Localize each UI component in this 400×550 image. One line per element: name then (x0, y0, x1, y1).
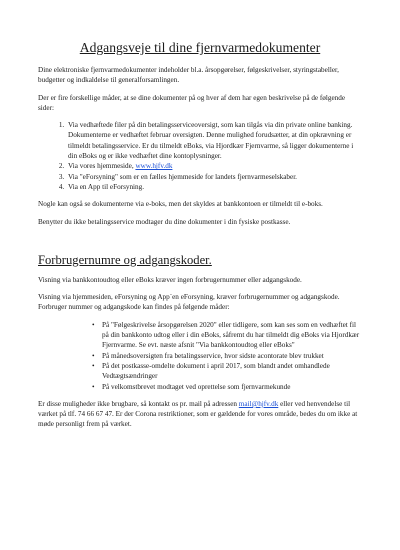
list-item: 3. Via "eForsyning" som er en fælles hjemmeside for landets fjernvarmeselskaber. (66, 172, 362, 182)
section-paragraph-2: Visning via hjemmesiden, eForsyning og App´en eForsyning, kræver forbrugernummer og adgangskode. Forbruger nummer og adgangskode kan findes på følgende måder: (38, 293, 340, 312)
bullet-icon: • (92, 361, 95, 370)
eboks-note: Nogle kan også se dokumenterne via e-boks, men det skyldes at bankkontoen er tilmeldt til e-boks. (38, 200, 323, 209)
post-note: Benytter du ikke betalingsservice modtager du dine dokumenter i din fysiske postkasse. (38, 217, 291, 226)
access-ways-list (38, 120, 362, 192)
closing-paragraph: Er disse muligheder ikke brugbare, så kontakt os pr. mail på adressen mail@hjfv.dk eller ved henvendelse til værket på tlf. 74 66 67 47. Er der Corona restriktioner, som er gældende for vores område, bedes du om ikke at møde personligt frem på værket. (38, 399, 358, 429)
list-item: 2. Via vores hjemmeside, www.hjfv.dk (66, 161, 362, 171)
email-link[interactable]: mail@hjfv.dk (238, 399, 279, 408)
bullet-icon: • (92, 382, 95, 391)
website-link[interactable]: www.hjfv.dk (135, 162, 173, 171)
list-item: • På "Følgeskrivelse årsopgørelsen 2020" eller tidligere, som kan ses som en vedhæftet fil på din bankkonto udtog eller i din eBoks, såfremt du har tilmeldt dig eBoks via Hjordkær Fjernvarme. Se evt. næste afsnit "Via bankkontoudtog eller eBoks" (92, 320, 360, 350)
ways-intro-paragraph: Der er fire forskellige måder, at se dine dokumenter på og hver af dem har egen beskrivelse på de følgende sider: (38, 93, 346, 112)
bullet-list (38, 320, 362, 392)
section-heading: Forbrugernumre og adgangskoder. (38, 252, 212, 267)
list-item: • På det postkasse-omdelte dokument i april 2017, som blandt andet omhandlede Vedtægtsændringer (92, 361, 330, 381)
document-title: Adgangsveje til dine fjernvarmedokumenter (79, 40, 321, 55)
list-item: • På månedsoversigten fra betalingsservice, hvor sidste acontorate blev trukket (92, 351, 324, 360)
list-item: 1. Via vedhæftede filer på din betalingsserviceoversigt, som kan tilgås via din private online banking. Dokumenterne er vedhæftet februar oversigten. Denne mulighed forudsætter, at din opkrævning er tilmeldt betalingsservice. Er du tilmeldt eBoks, via Hjordkær Fjernvarme, så ligger dokumenterne i din eBoks og er ikke vedhæftet dine kontoplysninger. (66, 120, 362, 161)
list-item: • På velkomstbrevet modtaget ved oprettelse som fjernvarmekunde (92, 382, 291, 391)
list-item: 4. Via en App til eForsyning. (66, 182, 362, 192)
section-paragraph-1: Visning via bankkontoudtog eller eBoks kræver ingen forbrugernummer eller adgangskode. (38, 275, 302, 284)
intro-paragraph: Dine elektroniske fjernvarmedokumenter indeholder bl.a. årsopgørelser, følgeskrivelser, styringstabeller, budgetter og indkaldelse til generalforsamlingen. (38, 66, 339, 85)
bullet-icon: • (92, 320, 95, 329)
bullet-icon: • (92, 351, 95, 360)
